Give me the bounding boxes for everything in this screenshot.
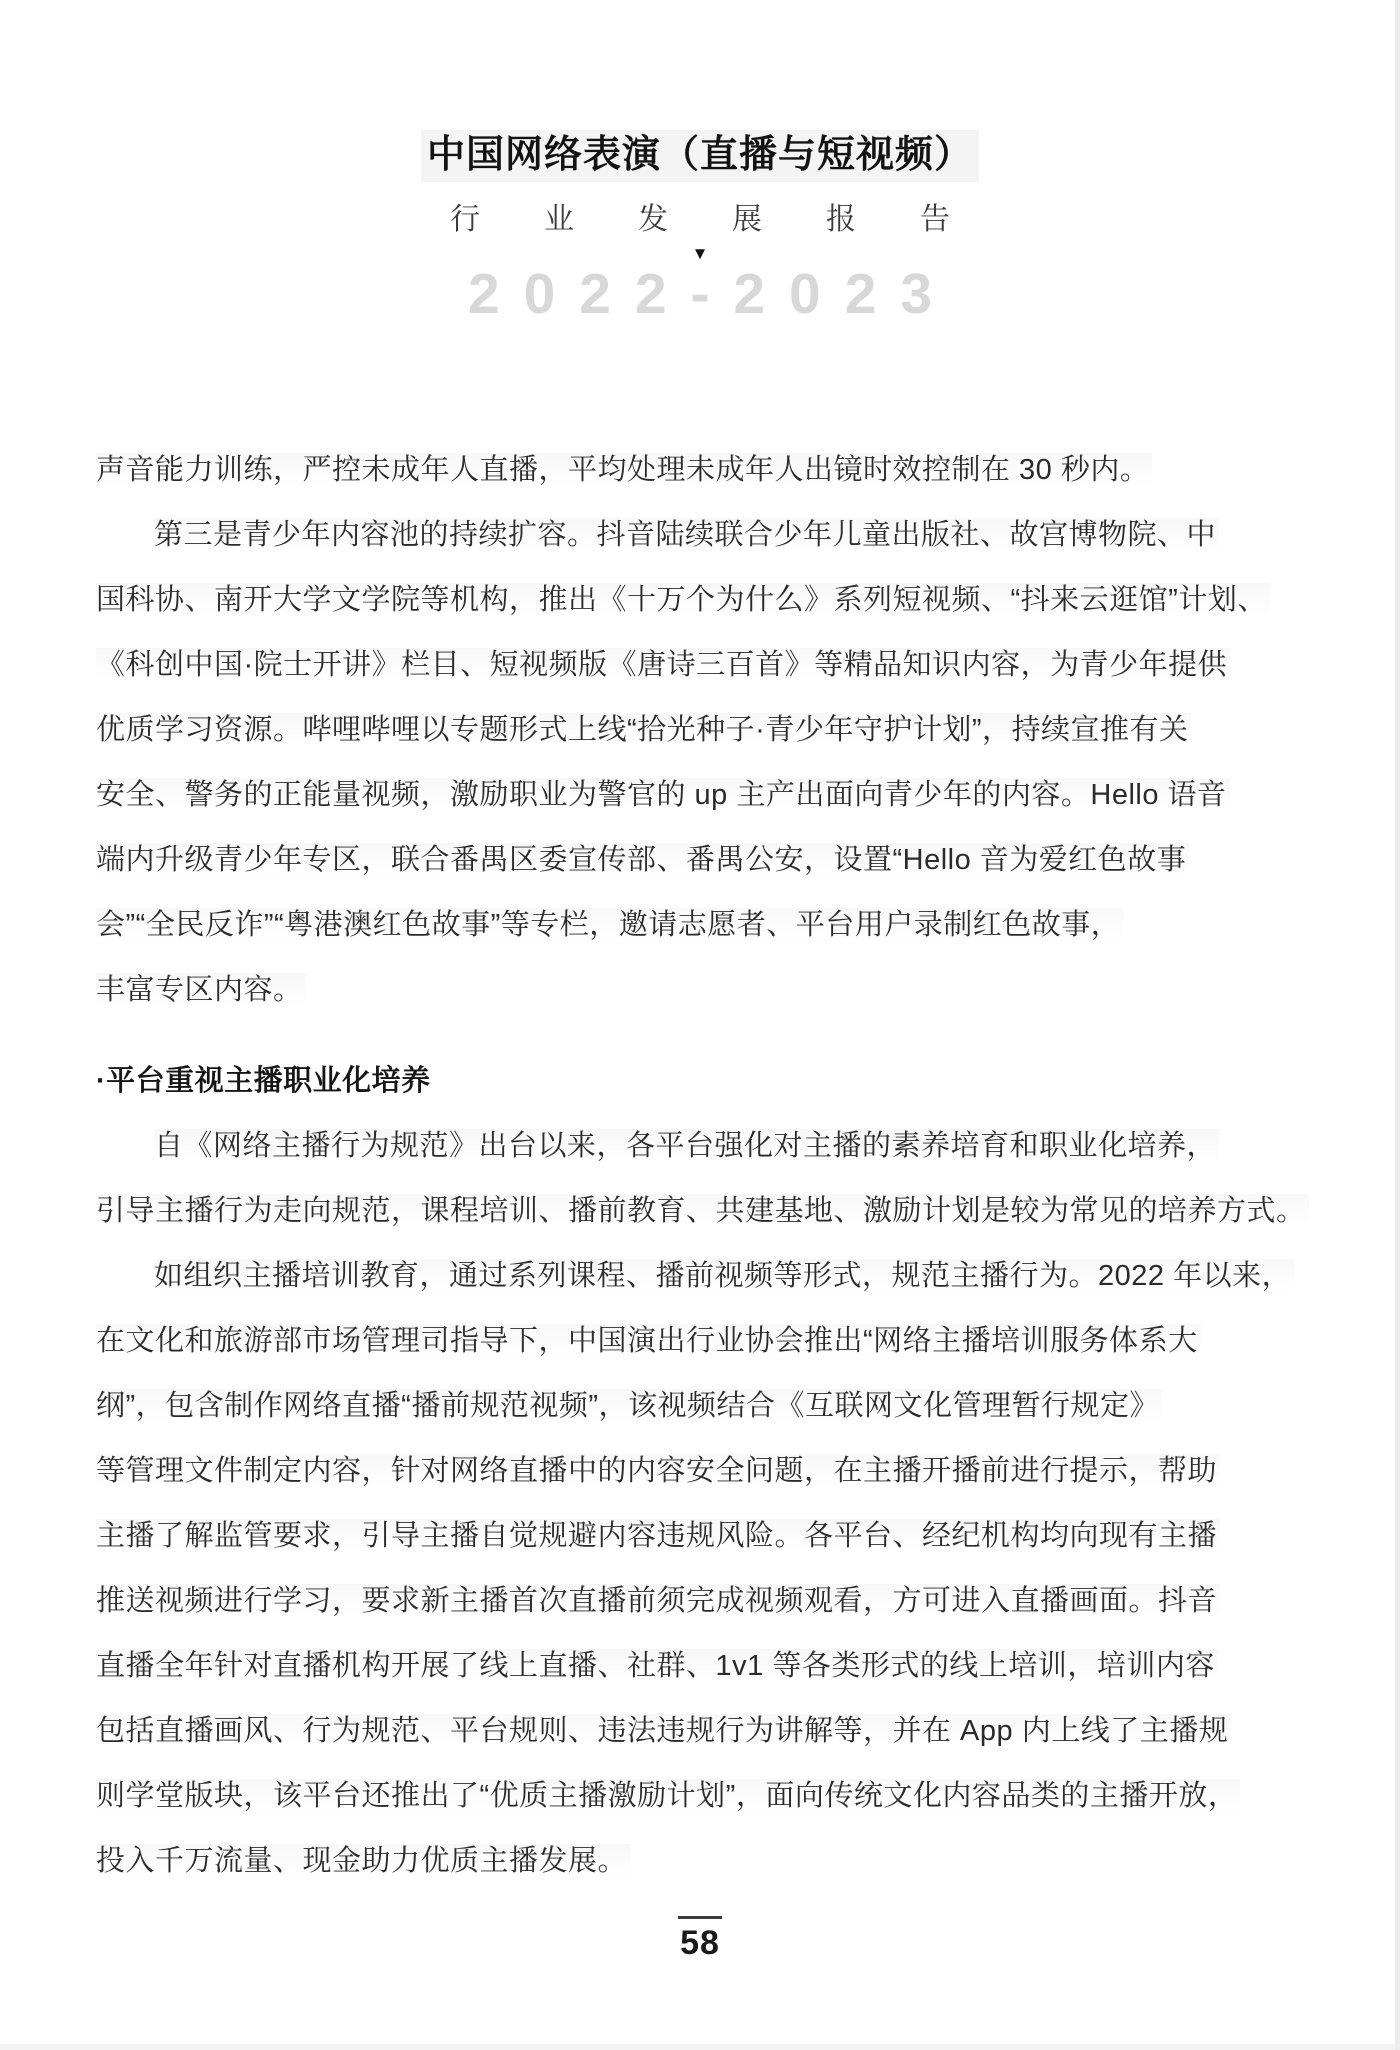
text-line (96, 568, 1304, 633)
text-line (96, 1764, 1304, 1829)
report-title-row (0, 130, 1400, 182)
text-line-content: 自《网络主播行为规范》出台以来，各平台强化对主播的素养培育和职业化培养， (154, 1129, 1219, 1163)
text-line-content: 国科协、南开大学文学院等机构，推出《十万个为什么》系列短视频、“抖来云逛馆”计划、 (96, 583, 1270, 617)
text-line (96, 1634, 1304, 1699)
subtitle-char: 业 (544, 202, 574, 236)
text-line-content: 则学堂版块，该平台还推出了“优质主播激励计划”，面向传统文化内容品类的主播开放， (96, 1779, 1240, 1813)
text-line (96, 1699, 1304, 1764)
text-line (96, 1309, 1304, 1374)
text-line-content: 直播全年针对直播机构开展了线上直播、社群、1v1 等各类形式的线上培训，培训内容 (96, 1649, 1218, 1683)
page-number: 58 (680, 1924, 720, 1962)
text-line-content: 声音能力训练，严控未成年人直播，平均处理未成年人出镜时效控制在 30 秒内。 (96, 453, 1152, 487)
text-line (96, 1114, 1304, 1179)
text-line (96, 1439, 1304, 1504)
text-line (96, 503, 1304, 568)
text-line-content: 安全、警务的正能量视频，激励职业为警官的 up 主产出面向青少年的内容。Hello 语音 (96, 778, 1230, 812)
subtitle-char: 发 (638, 202, 668, 236)
section-heading: ·平台重视主播职业化培养 (96, 1065, 431, 1097)
text-line (96, 958, 1304, 1023)
text-line-content: 第三是青少年内容池的持续扩容。抖音陆续联合少年儿童出版社、故宫博物院、中 (154, 518, 1219, 552)
text-line (96, 1504, 1304, 1569)
subtitle-char: 行 (450, 202, 480, 236)
text-line-content: 优质学习资源。哔哩哔哩以专题形式上线“拾光种子·青少年守护计划”，持续宣推有关 (96, 713, 1191, 747)
text-line-content: 投入千万流量、现金助力优质主播发展。 (96, 1844, 630, 1878)
text-line-content: 引导主播行为走向规范，课程培训、播前教育、共建基地、激励计划是较为常见的培养方式。 (96, 1194, 1309, 1228)
report-years: 2022-2023 (467, 261, 956, 326)
subtitle-char: 展 (732, 202, 762, 236)
document-body (96, 438, 1304, 1894)
text-line-content: 主播了解监管要求，引导主播自觉规避内容违规风险。各平台、经纪机构均向现有主播 (96, 1519, 1220, 1553)
text-line-content: 如组织主播培训教育，通过系列课程、播前视频等形式，规范主播行为。2022 年以来， (154, 1259, 1294, 1293)
text-line (96, 1374, 1304, 1439)
text-line (96, 1244, 1304, 1309)
text-line-content: 纲”，包含制作网络直播“播前规范视频”，该视频结合《互联网文化管理暂行规定》 (96, 1389, 1162, 1423)
text-line (96, 1179, 1304, 1244)
text-line-content: 包括直播画风、行为规范、平台规则、违法违规行为讲解等，并在 App 内上线了主播规 (96, 1714, 1231, 1748)
subtitle-char: 告 (920, 202, 950, 236)
report-header (0, 130, 1400, 326)
footer-rule (678, 1916, 722, 1919)
page-footer (0, 1916, 1400, 1960)
text-line (96, 1569, 1304, 1634)
text-line-content: 端内升级青少年专区，联合番禺区委宣传部、番禺公安，设置“Hello 音为爱红色故事 (96, 843, 1189, 877)
text-line-content: 会”“全民反诈”“粤港澳红色故事”等专栏，邀请志愿者、平台用户录制红色故事， (96, 908, 1123, 942)
text-line (96, 828, 1304, 893)
subtitle-char: 报 (826, 202, 856, 236)
text-line-content: 推送视频进行学习，要求新主播首次直播前须完成视频观看，方可进入直播画面。抖音 (96, 1584, 1220, 1618)
text-line (96, 698, 1304, 763)
text-line (96, 633, 1304, 698)
text-line-content: 丰富专区内容。 (96, 973, 306, 1007)
text-line-content: 《科创中国·院士开讲》栏目、短视频版《唐诗三百首》等精品知识内容，为青少年提供 (96, 648, 1230, 682)
report-subtitle (450, 194, 950, 238)
text-line (96, 893, 1304, 958)
report-title: 中国网络表演（直播与短视频） (421, 130, 979, 182)
triangle-down-icon: ▼ (691, 243, 709, 263)
text-line-content: 在文化和旅游部市场管理司指导下，中国演出行业协会推出“网络主播培训服务体系大 (96, 1324, 1201, 1358)
text-line (96, 763, 1304, 828)
text-line-content: 等管理文件制定内容，针对网络直播中的内容安全问题，在主播开播前进行提示，帮助 (96, 1454, 1220, 1488)
text-line (96, 438, 1304, 503)
text-line (96, 1829, 1304, 1894)
